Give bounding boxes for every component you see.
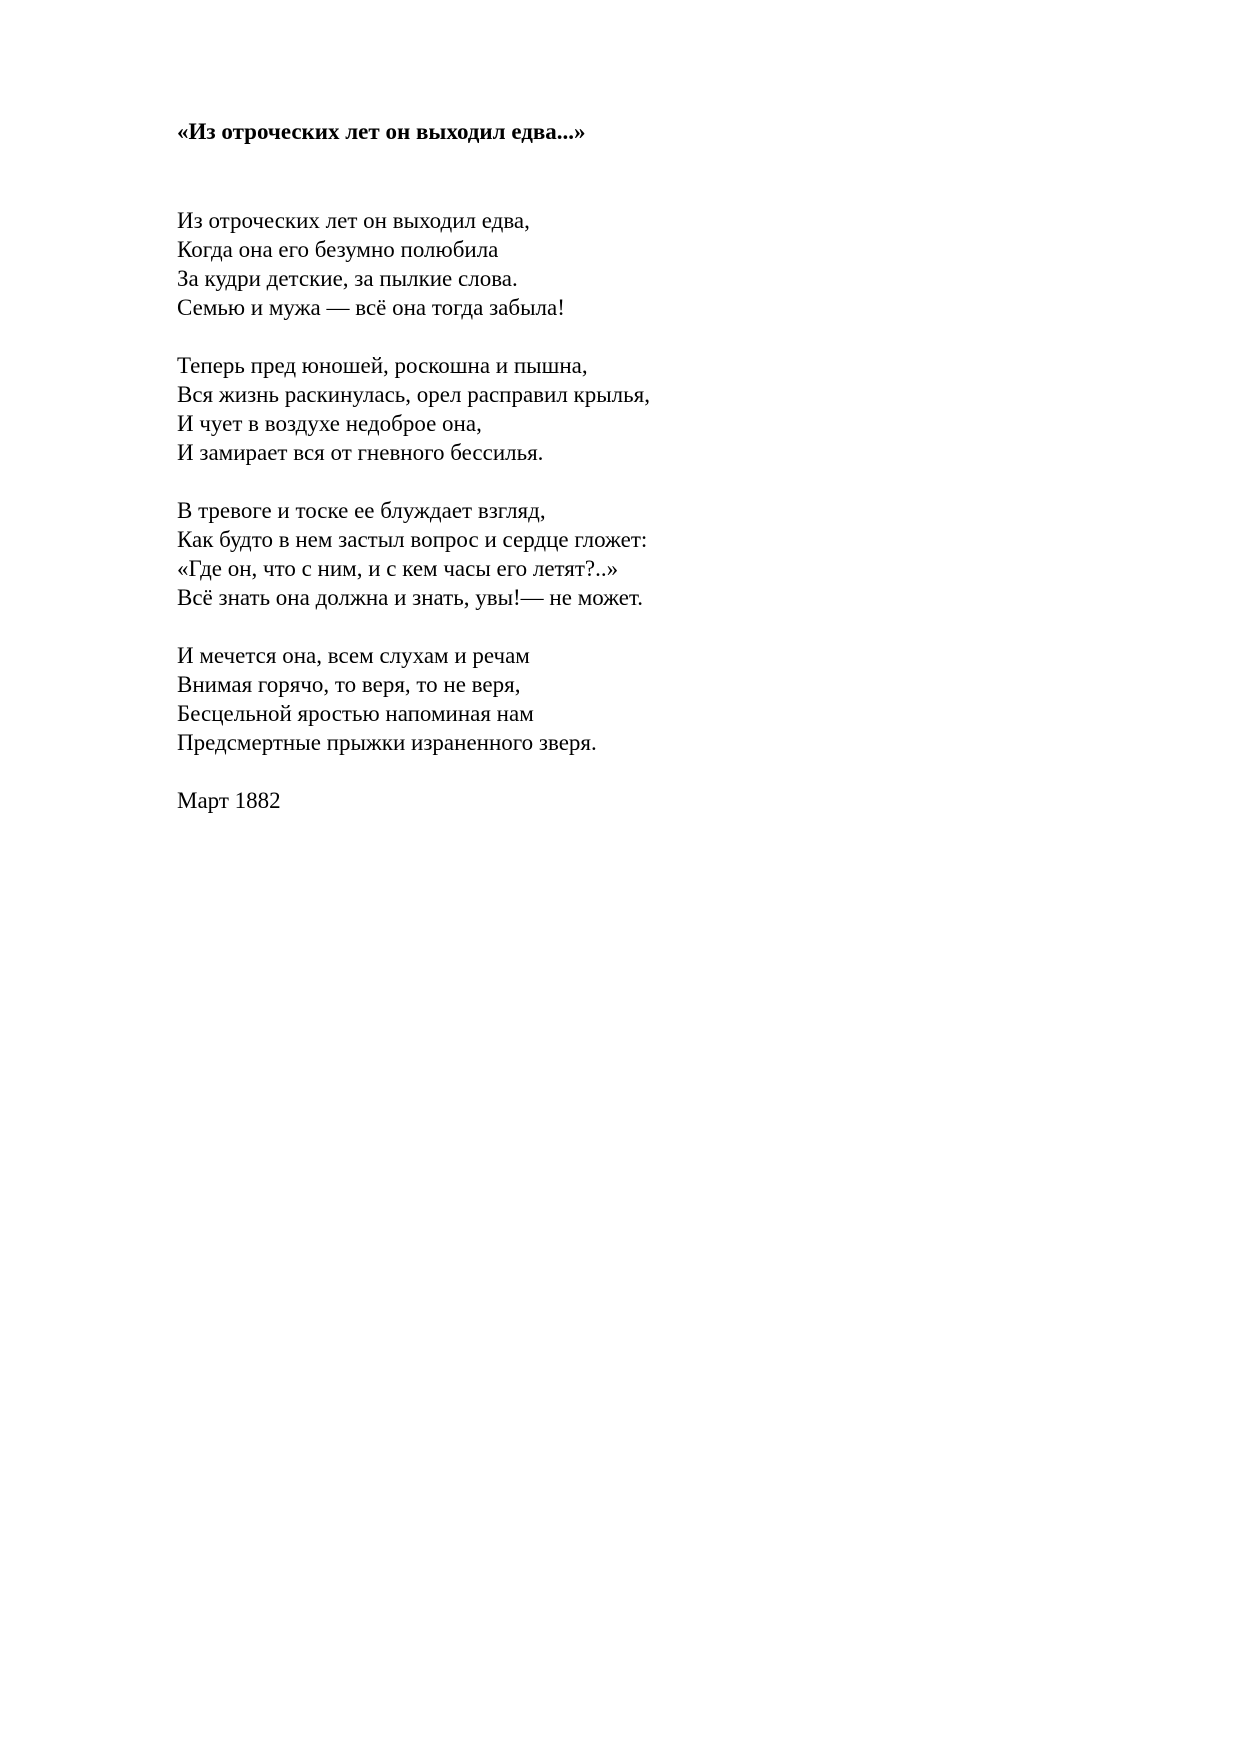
document-content xyxy=(177,118,1077,815)
poem-date: Март 1882 xyxy=(177,788,281,813)
poem-line: Внимая горячо, то веря, то не веря, xyxy=(177,672,521,697)
poem-line: И чует в воздухе недоброе она, xyxy=(177,411,482,436)
poem-line: Семью и мужа — всё она тогда забыла! xyxy=(177,295,565,320)
poem-line: Вся жизнь раскинулась, орел расправил крылья, xyxy=(177,382,650,407)
poem-line: «Где он, что с ним, и с кем часы его летят?..» xyxy=(177,556,619,581)
poem-line: Как будто в нем застыл вопрос и сердце гложет: xyxy=(177,527,648,552)
poem-line: Всё знать она должна и знать, увы!— не может. xyxy=(177,585,644,610)
stanza-2 xyxy=(177,351,1077,467)
poem-title: «Из отроческих лет он выходил едва...» xyxy=(177,119,586,144)
poem-line: Бесцельной яростью напоминая нам xyxy=(177,701,534,726)
poem-line: И замирает вся от гневного бессилья. xyxy=(177,440,544,465)
poem-line: И мечется она, всем слухам и речам xyxy=(177,643,530,668)
stanza-3 xyxy=(177,496,1077,612)
poem-body xyxy=(177,206,1077,815)
poem-line: За кудри детские, за пылкие слова. xyxy=(177,266,518,291)
stanza-4 xyxy=(177,641,1077,757)
poem-line: В тревоге и тоске ее блуждает взгляд, xyxy=(177,498,546,523)
poem-line: Из отроческих лет он выходил едва, xyxy=(177,208,530,233)
poem-line: Когда она его безумно полюбила xyxy=(177,237,499,262)
poem-line: Предсмертные прыжки израненного зверя. xyxy=(177,730,597,755)
poem-line: Теперь пред юношей, роскошна и пышна, xyxy=(177,353,588,378)
stanza-1 xyxy=(177,206,1077,322)
